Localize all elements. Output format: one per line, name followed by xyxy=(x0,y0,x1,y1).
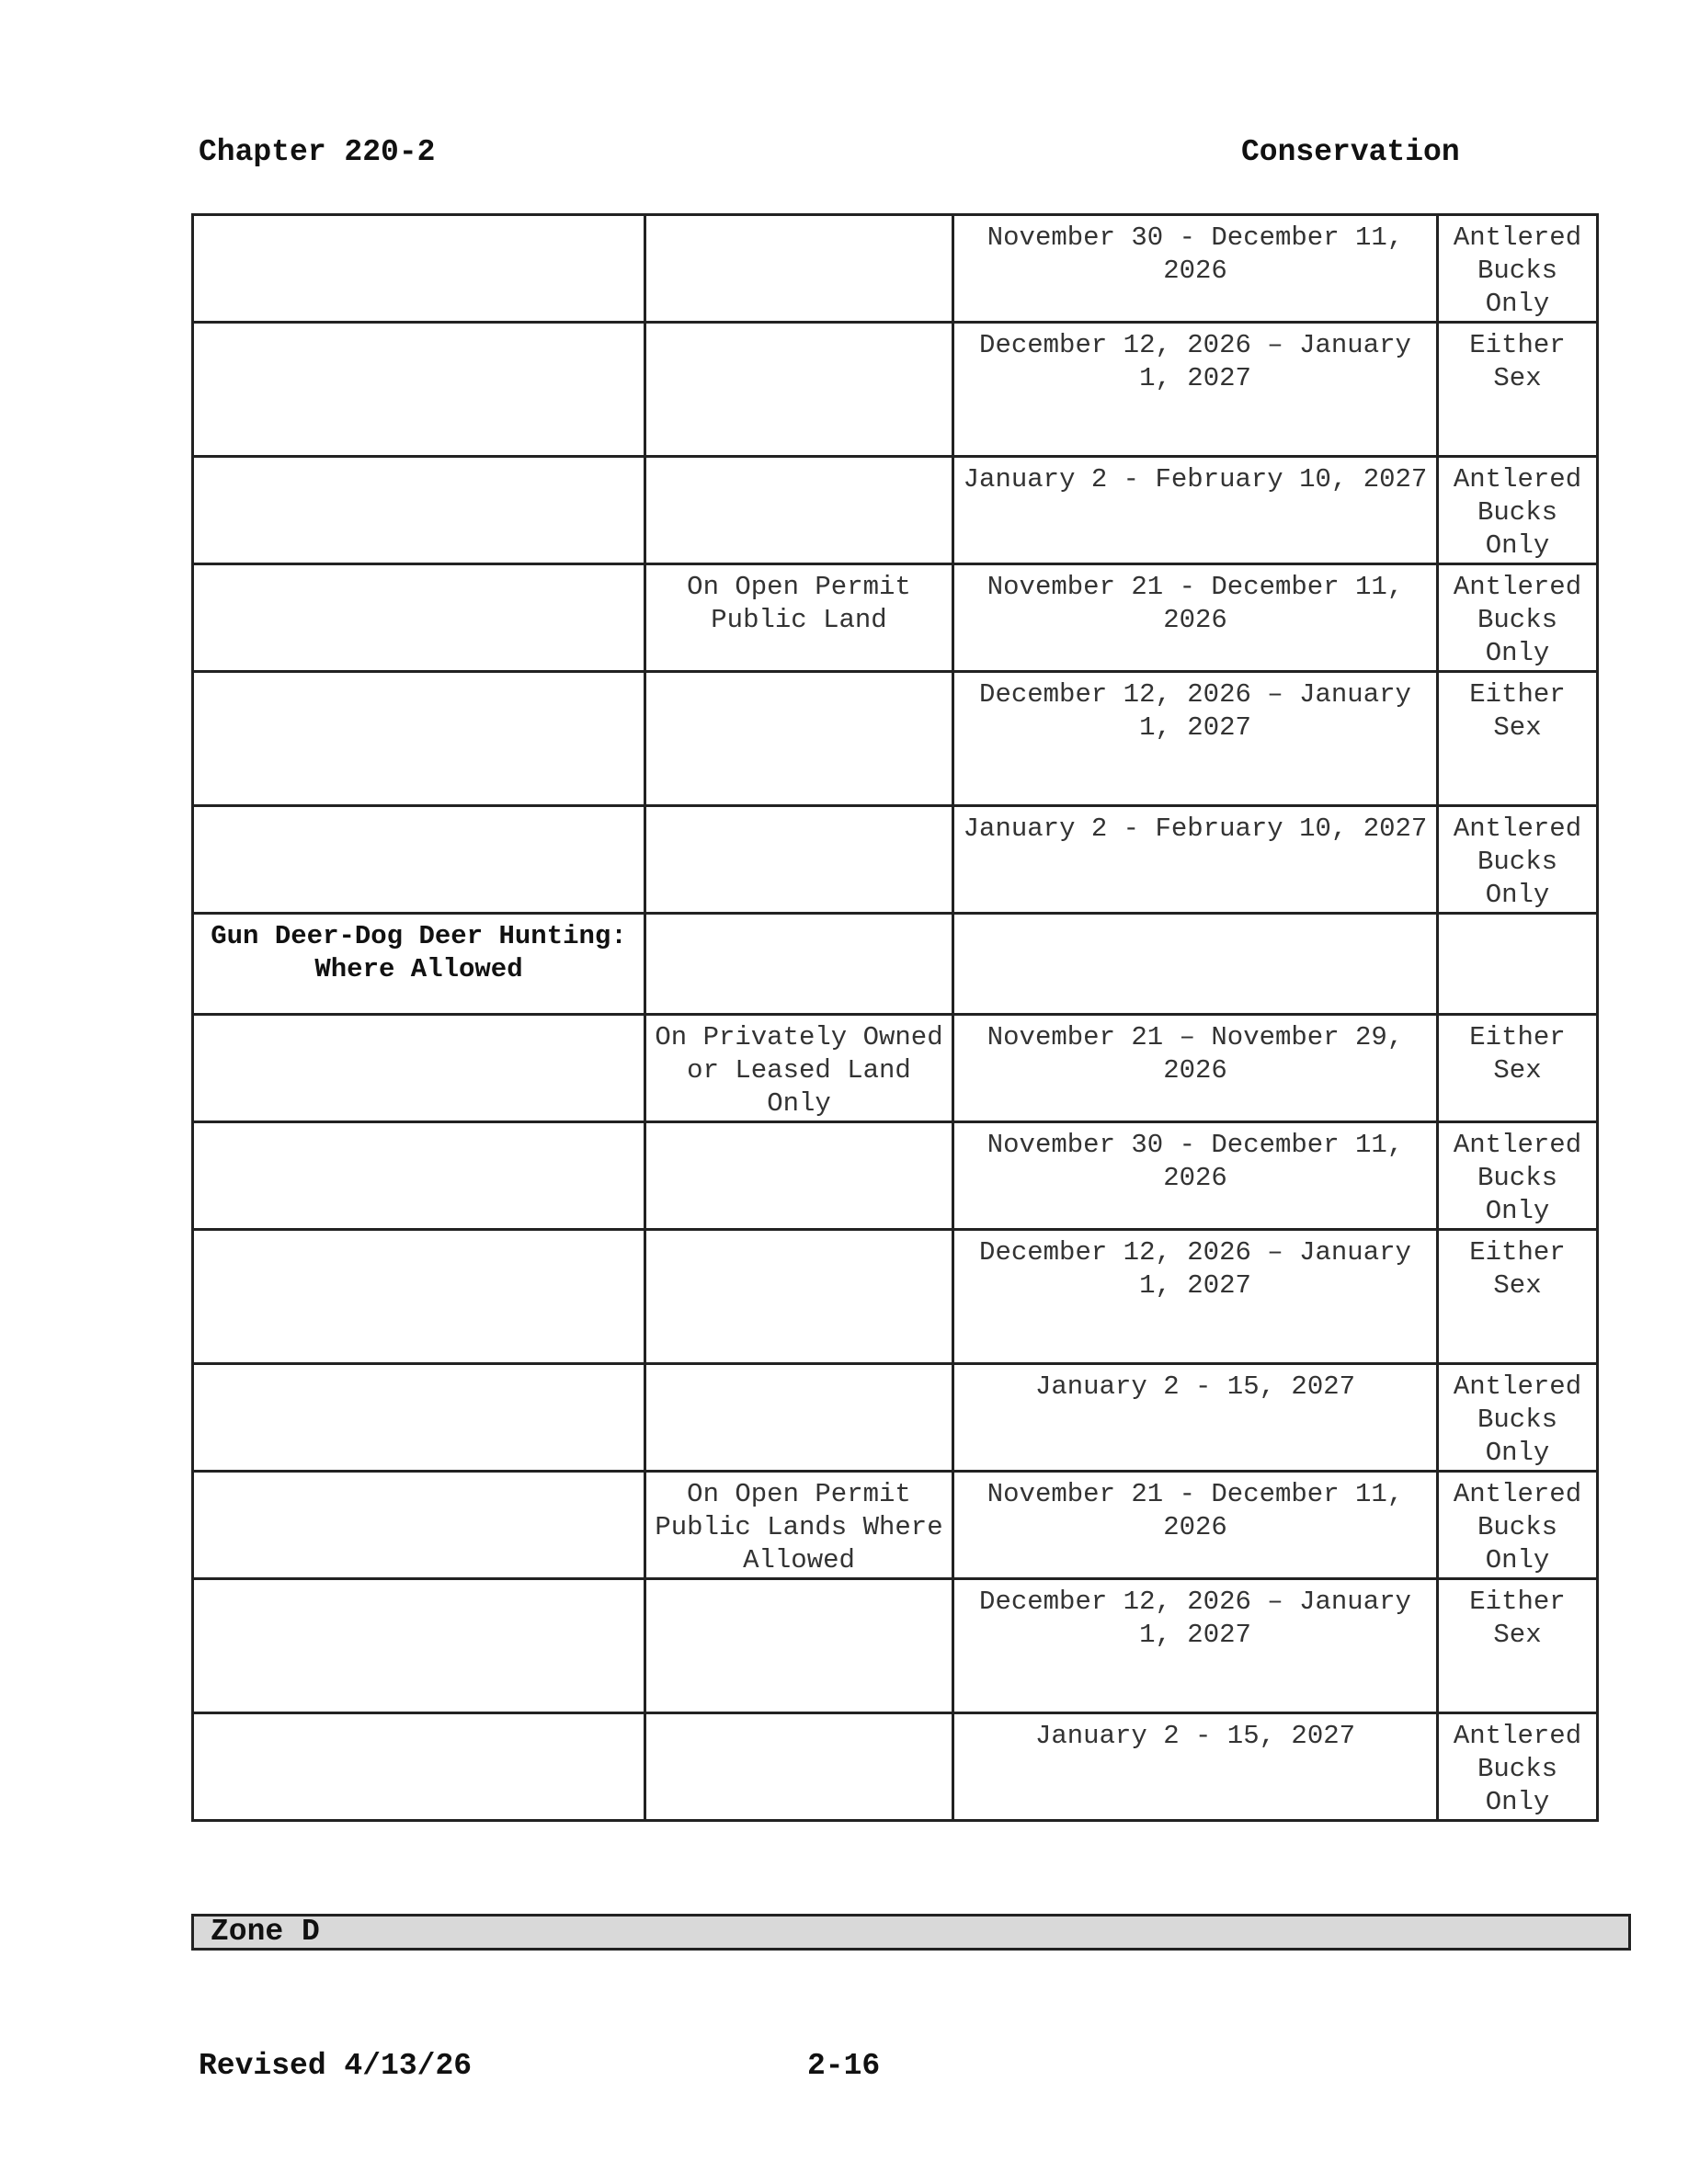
sex-cell: Antlered Bucks Only xyxy=(1438,1364,1598,1472)
dates-cell: December 12, 2026 – January 1, 2027 xyxy=(953,1579,1438,1713)
sex-cell: Either Sex xyxy=(1438,1230,1598,1364)
sex-cell: Either Sex xyxy=(1438,323,1598,457)
land-cell xyxy=(645,1230,953,1364)
hunt-type-cell xyxy=(193,457,645,564)
land-cell xyxy=(645,914,953,1015)
land-cell xyxy=(645,215,953,323)
dates-cell: November 21 - December 11, 2026 xyxy=(953,1472,1438,1579)
section-heading-cell: Gun Deer-Dog Deer Hunting: Where Allowed xyxy=(193,914,645,1015)
sex-cell: Antlered Bucks Only xyxy=(1438,1713,1598,1821)
hunt-type-cell xyxy=(193,1713,645,1821)
sex-cell: Either Sex xyxy=(1438,1579,1598,1713)
page-title: Conservation xyxy=(1241,135,1460,169)
sex-cell: Either Sex xyxy=(1438,672,1598,806)
dates-cell xyxy=(953,914,1438,1015)
land-cell: On Open Permit Public Lands Where Allowed xyxy=(645,1472,953,1579)
table-row xyxy=(193,1364,1598,1472)
sex-cell: Antlered Bucks Only xyxy=(1438,564,1598,672)
dates-cell: January 2 - February 10, 2027 xyxy=(953,806,1438,914)
sex-cell: Antlered Bucks Only xyxy=(1438,1122,1598,1230)
dates-cell: December 12, 2026 – January 1, 2027 xyxy=(953,1230,1438,1364)
dates-cell: November 30 - December 11, 2026 xyxy=(953,215,1438,323)
table-row xyxy=(193,1472,1598,1579)
hunt-type-cell xyxy=(193,1122,645,1230)
revision-date: Revised 4/13/26 xyxy=(199,2049,473,2083)
table-row xyxy=(193,806,1598,914)
table-row xyxy=(193,457,1598,564)
table-row xyxy=(193,323,1598,457)
table-row xyxy=(193,914,1598,1015)
table-row xyxy=(193,672,1598,806)
dates-cell: January 2 - 15, 2027 xyxy=(953,1364,1438,1472)
hunt-type-cell xyxy=(193,1230,645,1364)
hunt-type-cell xyxy=(193,1364,645,1472)
table-row xyxy=(193,1713,1598,1821)
dates-cell: November 30 - December 11, 2026 xyxy=(953,1122,1438,1230)
dates-cell: November 21 - December 11, 2026 xyxy=(953,564,1438,672)
dates-cell: January 2 - February 10, 2027 xyxy=(953,457,1438,564)
hunt-type-cell xyxy=(193,672,645,806)
dates-cell: November 21 – November 29, 2026 xyxy=(953,1015,1438,1122)
land-cell: On Privately Owned or Leased Land Only xyxy=(645,1015,953,1122)
sex-cell: Antlered Bucks Only xyxy=(1438,215,1598,323)
table-row xyxy=(193,1122,1598,1230)
sex-cell: Antlered Bucks Only xyxy=(1438,806,1598,914)
dates-cell: December 12, 2026 – January 1, 2027 xyxy=(953,323,1438,457)
table-row xyxy=(193,1579,1598,1713)
land-cell: On Open Permit Public Land xyxy=(645,564,953,672)
dates-cell: December 12, 2026 – January 1, 2027 xyxy=(953,672,1438,806)
hunt-type-cell xyxy=(193,323,645,457)
land-cell xyxy=(645,1579,953,1713)
land-cell xyxy=(645,1713,953,1821)
table-row xyxy=(193,1230,1598,1364)
table-row xyxy=(193,1015,1598,1122)
land-cell xyxy=(645,457,953,564)
zone-heading: Zone D xyxy=(191,1914,1631,1951)
hunt-type-cell xyxy=(193,806,645,914)
land-cell xyxy=(645,1122,953,1230)
land-cell xyxy=(645,1364,953,1472)
chapter-heading: Chapter 220-2 xyxy=(199,135,436,169)
hunt-type-cell xyxy=(193,564,645,672)
hunt-type-cell xyxy=(193,215,645,323)
hunt-type-cell xyxy=(193,1579,645,1713)
table-row xyxy=(193,215,1598,323)
land-cell xyxy=(645,323,953,457)
season-table xyxy=(191,213,1599,1822)
dates-cell: January 2 - 15, 2027 xyxy=(953,1713,1438,1821)
sex-cell xyxy=(1438,914,1598,1015)
table-row xyxy=(193,564,1598,672)
hunt-type-cell xyxy=(193,1015,645,1122)
land-cell xyxy=(645,806,953,914)
hunt-type-cell xyxy=(193,1472,645,1579)
sex-cell: Antlered Bucks Only xyxy=(1438,1472,1598,1579)
sex-cell: Antlered Bucks Only xyxy=(1438,457,1598,564)
sex-cell: Either Sex xyxy=(1438,1015,1598,1122)
land-cell xyxy=(645,672,953,806)
page-number: 2-16 xyxy=(807,2049,881,2083)
